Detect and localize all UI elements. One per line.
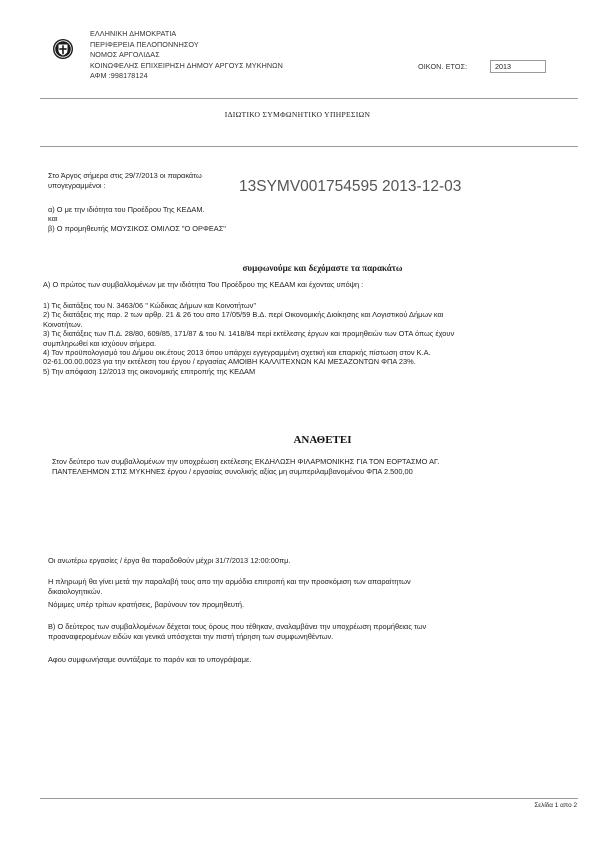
legal-basis-list <box>43 301 454 376</box>
legal-basis-item: 5) Την απόφαση 12/2013 της οικονομικής επιτροπής της ΚΕΔΑΜ <box>43 366 256 376</box>
acceptance-line-1: Β) Ο δεύτερος των συμβαλλομένων δέχεται τους όρους που τέθηκαν, αναλαμβάνει την υποχρέωση προμήθειας των <box>48 622 427 631</box>
document-title: ΙΔΙΩΤΙΚΟ ΣΥΜΦΩΝΗΤΙΚΟ ΥΠΗΡΕΣΙΩΝ <box>224 110 371 119</box>
intro-signatories-line: υπογεγραμμένοι : <box>48 181 106 190</box>
legal-basis-item: 2) Τις διατάξεις της παρ. 2 των αρθρ. 21 & 26 του απο 17/05/59 Β.Δ. περί Οικονομικής Διοίκησης και Λογιστικού Δήμων και <box>43 310 444 320</box>
ada-stamp: 13SYMV001754595 2013-12-03 <box>239 178 462 195</box>
legal-basis-item: 1) Τις διατάξεις του Ν. 3463/06 " Κώδικας Δήμων και Κοινοτήτων" <box>43 301 256 310</box>
header-line-tax-id: ΑΦΜ :998178124 <box>90 71 148 80</box>
party-b: β) Ο προμηθευτής ΜΟΥΣΙΚΟΣ ΟΜΙΛΟΣ "Ο ΟΡΦΕΑΣ" <box>48 224 226 233</box>
agreement-heading: συμφωνούμε και δεχόμαστε τα παρακάτω <box>242 263 403 273</box>
divider <box>40 146 578 147</box>
payment-terms-line-1: Η πληρωμή θα γίνει μετά την παραλαβή τους απο την αρμόδια επιτροπή και την προσκόμιση των απαραίτητων <box>48 577 411 586</box>
legal-basis-item: συμπληρωθεί και ισχύουν σήμερα. <box>43 338 157 348</box>
payment-terms-line-2: δικαιολογητικών. <box>48 587 103 596</box>
greek-emblem-icon <box>52 38 74 60</box>
legal-basis-item: Κοινοτήτων. <box>43 319 83 329</box>
divider <box>40 98 578 99</box>
header-line-organization: ΚΟΙΝΩΦΕΛΗΣ ΕΠΙΧΕΙΡΗΣΗ ΔΗΜΟΥ ΑΡΓΟΥΣ ΜΥΚΗΝΩΝ <box>90 60 283 70</box>
assignment-line-1: Στον δεύτερο των συμβαλλομένων την υποχρέωση εκτέλεσης ΕΚΔΗΛΩΣΗ ΦΙΛΑΡΜΟΝΙΚΗΣ ΓΙΑ ΤΟΝ ΕΟΡΤΑΣΜΟ ΑΓ. <box>52 457 440 466</box>
issuer-header <box>90 29 283 82</box>
fiscal-year-value: 2013 <box>490 60 546 73</box>
page-number: Σελίδα 1 απο 2 <box>534 802 577 809</box>
header-line-country: ΕΛΛΗΝΙΚΗ ΔΗΜΟΚΡΑΤΙΑ <box>90 29 177 38</box>
legal-basis-item: 4) Τον προϋπολογισμό του Δήμου οικ.έτους 2013 όπου υπάρχει εγγεγραμμένη σχετική και επαρκής πίστωση στον Κ.Α. <box>43 348 431 358</box>
legal-basis-item: 3) Τις διατάξεις των Π.Δ. 28/80, 609/85, 171/87 & του Ν. 1418/84 περί εκτέλεσης έργων και προμηθειών των ΟΤΑ όπως έχουν <box>43 329 455 339</box>
legal-basis-item: 02-61.00.00.0023 για την εκτέλεση του έργου / εργασίας ΑΜΟΙΒΗ ΚΑΛΛΙΤΕΧΝΩΝ ΚΑΙ ΜΕΣΑΖΟΝΤΩΝ ΦΠΑ 23%. <box>43 357 416 367</box>
conjunction-and: και <box>48 214 58 223</box>
intro-date-line: Στο Άργος σήμερα στις 29/7/2013 οι παρακάτω <box>48 171 202 180</box>
delivery-deadline: Οι ανωτέρω εργασίες / έργα θα παραδοθούν μέχρι 31/7/2013 12:00:00πμ. <box>48 556 291 565</box>
considering-lead: Α) Ο πρώτος των συμβαλλομένων με την ιδιότητα Του Προέδρου της ΚΕΔΑΜ και έχοντας υπόψη : <box>43 280 364 289</box>
assigns-heading: ΑΝΑΘΕΤΕΙ <box>293 434 352 446</box>
acceptance-line-2: προαναφερομένων ειδών και γενικά υπόσχεται την πιστή τήρηση των συμφωνηθέντων. <box>48 632 334 641</box>
assignment-line-2: ΠΑΝΤΕΛΕΗΜΟΝ ΣΤΙΣ ΜΥΚΗΝΕΣ έργου / εργασίας συνολικής αξίας μη συμπεριλαμβανομένου ΦΠΑ 2.500,00 <box>52 467 413 476</box>
party-a: α) Ο με την ιδιότητα του Προέδρου Της ΚΕΔΑΜ. <box>48 205 205 214</box>
header-line-prefecture: ΝΟΜΟΣ ΑΡΓΟΛΙΔΑΣ <box>90 50 160 59</box>
header-line-region: ΠΕΡΙΦΕΡΕΙΑ ΠΕΛΟΠΟΝΝΗΣΟΥ <box>90 39 199 49</box>
tax-withholding: Νόμιμες υπέρ τρίτων κρατήσεις, βαρύνουν τον προμηθευτή. <box>48 600 245 609</box>
footer-divider <box>40 798 578 799</box>
fiscal-year-label: ΟΙΚΟΝ. ΕΤΟΣ: <box>418 62 468 71</box>
closing-statement: Αφου συμφωνήσαμε συντάξαμε το παρόν και το υπογράψαμε. <box>48 655 252 664</box>
